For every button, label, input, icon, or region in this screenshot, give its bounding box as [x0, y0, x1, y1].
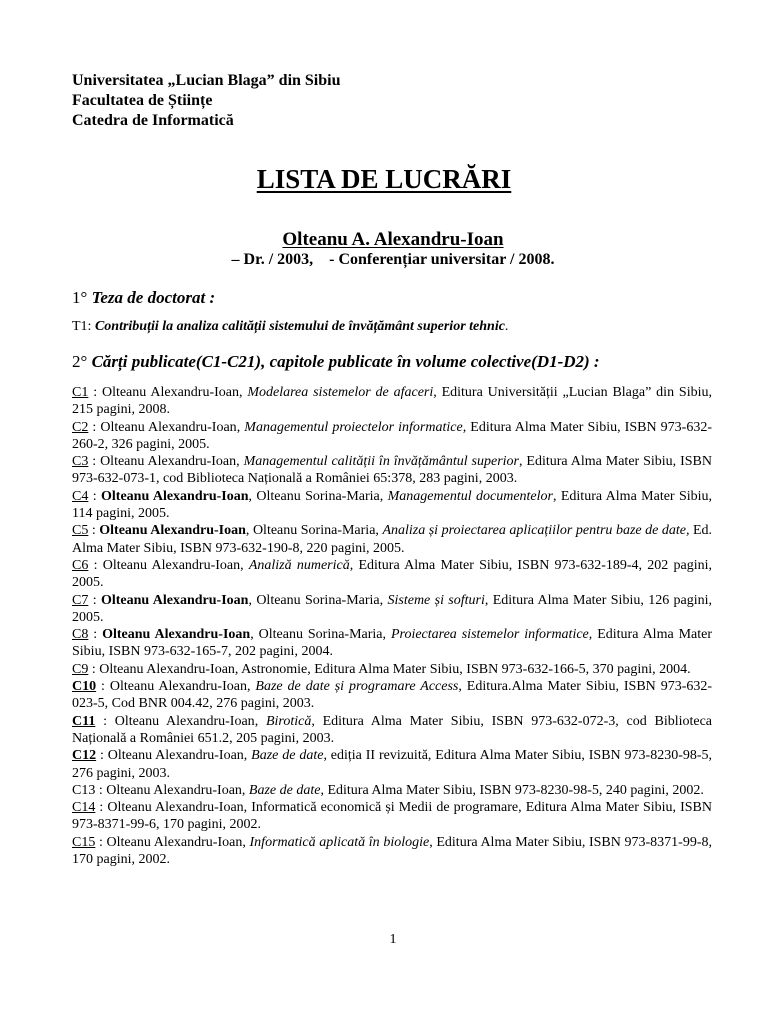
publication-entry: C12 : Olteanu Alexandru-Ioan, Baze de date, ediția II revizuită, Editura Alma Mater Sibiu, ISBN 973-8230-98-5, 276 pagini, 2003.: [72, 748, 713, 781]
entry-separator: :: [95, 834, 107, 850]
publication-details: , Editura.Alma Mater Sibiu, ISBN 973-632-023-5, Cod BNR 004.42, 276 pagini, 2003.: [72, 679, 713, 712]
publication-details: , ediția II revizuită, Editura Alma Mater Sibiu, ISBN 973-8230-98-5, 276 pagini, 2003.: [72, 748, 713, 781]
publication-code: C11: [72, 713, 96, 729]
entry-separator: :: [88, 488, 101, 504]
entry-separator: :: [88, 557, 103, 573]
entry-separator: :: [95, 782, 107, 798]
publication-entry: C3 : Olteanu Alexandru-Ioan, Managementul calității în învățământul superior, Editura Alma Mater Sibiu, ISBN 973-632-073-1, cod Biblioteca Națională a României 65:378, 283 pagini, 2003.: [72, 454, 712, 487]
publication-authors: Olteanu Alexandru-Ioan: [102, 627, 251, 643]
entry-separator: :: [96, 679, 110, 695]
entry-separator: :: [96, 748, 108, 764]
thesis-code: T1:: [72, 319, 92, 334]
section-1-heading: [72, 287, 215, 309]
publication-authors: Olteanu Alexandru-Ioan: [99, 523, 246, 539]
publication-details: , Editura Alma Mater Sibiu, ISBN 973-632-072-3, cod Biblioteca Națională a României 651.2, 205 pagini, 2003.: [72, 713, 713, 746]
publication-title: Sisteme și softuri: [387, 592, 485, 608]
publication-code: C1: [72, 385, 89, 400]
publication-authors: Olteanu Alexandru-Ioan: [101, 385, 239, 400]
publication-code: C8: [72, 627, 89, 643]
thesis-entry: [72, 318, 508, 336]
publication-title: Birotică: [265, 713, 312, 729]
publication-entry: C15 : Olteanu Alexandru-Ioan, Informatică aplicată în biologie, Editura Alma Mater Sibiu, ISBN 973-8371-99-8, 170 pagini, 2002.: [72, 834, 713, 868]
publication-details: , Editura Alma Mater Sibiu, 126 pagini, 2005.: [72, 592, 713, 625]
faculty-name: Facultatea de Științe: [72, 92, 213, 109]
publication-entry: C6 : Olteanu Alexandru-Ioan, Analiză numerică, Editura Alma Mater Sibiu, ISBN 973-632-189-4, 202 pagini, 2005.: [72, 557, 712, 591]
publication-code: C9: [72, 661, 89, 677]
publication-authors: Olteanu Alexandru-Ioan: [107, 748, 244, 764]
thesis-title: Contribuții la analiza calității sistemului de învățământ superior tehnic: [94, 319, 505, 334]
publication-code: C14: [72, 800, 96, 816]
publication-authors: Olteanu Alexandru-Ioan: [106, 782, 242, 798]
publication-authors: Olteanu Alexandru-Ioan: [107, 800, 244, 816]
publication-entry: C7 : Olteanu Alexandru-Ioan, Olteanu Sorina-Maria, Sisteme și softuri, Editura Alma Mater Sibiu, 126 pagini, 2005.: [72, 592, 713, 625]
entry-separator: :: [88, 627, 103, 643]
publication-authors: Olteanu Alexandru-Ioan: [109, 679, 247, 695]
entry-separator: :: [88, 592, 101, 608]
author-wrapper: [0, 228, 768, 252]
entry-separator: :: [88, 661, 100, 677]
publication-code: C5: [72, 523, 89, 539]
section-2-title: Cărți publicate(C1-C21), capitole publicate în volume colective(D1-D2) :: [91, 352, 600, 371]
publication-details: , Astronomie, Editura Alma Mater Sibiu, ISBN 973-632-166-5, 370 pagini, 2004.: [234, 661, 691, 677]
publication-entry: C13 : Olteanu Alexandru-Ioan, Baze de date, Editura Alma Mater Sibiu, ISBN 973-8230-98-5, 240 pagini, 2002.: [72, 782, 704, 798]
publication-title: Managementul documentelor: [387, 488, 553, 504]
publication-title: Managementul calității în învățământul superior: [243, 454, 519, 470]
entry-separator: :: [88, 419, 101, 435]
section-2-heading: [72, 351, 600, 373]
publication-details: , Editura Alma Mater Sibiu, ISBN 973-632-165-7, 202 pagini, 2004.: [72, 627, 713, 660]
department-name: Catedra de Informatică: [72, 112, 234, 129]
document-title: LISTA DE LUCRĂRI: [256, 164, 512, 194]
section-1-title: Teza de doctorat :: [91, 288, 216, 307]
publication-authors: Olteanu Alexandru-Ioan: [114, 713, 255, 729]
publication-details: , Editura Alma Mater Sibiu, ISBN 973-632-189-4, 202 pagini, 2005.: [72, 557, 712, 591]
publication-authors: Olteanu Alexandru-Ioan: [106, 834, 243, 850]
publication-coauthors: Olteanu Sorina-Maria: [258, 627, 383, 643]
publication-coauthors: Olteanu Sorina-Maria: [256, 488, 380, 504]
publication-code: C15: [72, 834, 96, 850]
entry-separator: :: [88, 385, 102, 400]
publication-title: Proiectarea sistemelor informatice: [390, 627, 589, 643]
publication-title: Baze de date: [248, 782, 321, 798]
publication-entry: C2 : Olteanu Alexandru-Ioan, Managementul proiectelor informatice, Editura Alma Mater Sibiu, ISBN 973-632-260-2, 326 pagini, 2005.: [72, 419, 712, 452]
publication-details: , Informatică economică și Medii de programare, Editura Alma Mater Sibiu, ISBN 973-8371-99-6, 170 pagini, 2002.: [72, 800, 712, 833]
publication-entry: [72, 661, 712, 678]
publication-title: Analiză numerică: [248, 557, 350, 573]
publication-authors: Olteanu Alexandru-Ioan: [100, 419, 237, 435]
publication-entry: C1 : Olteanu Alexandru-Ioan, Modelarea sistemelor de afaceri, Editura Universității „Lucian Blaga” din Sibiu, 215 pagini, 2008.: [72, 385, 712, 418]
page-number: 1: [389, 932, 397, 947]
publication-details: , Editura Alma Mater Sibiu, ISBN 973-632-073-1, cod Biblioteca Națională a României 65:378, 283 pagini, 2003.: [72, 454, 712, 487]
institution-header: [72, 71, 341, 131]
publication-entry: C11 : Olteanu Alexandru-Ioan, Birotică, Editura Alma Mater Sibiu, ISBN 973-632-072-3, cod Biblioteca Națională a României 651.2, 205 pagini, 2003.: [72, 713, 713, 746]
publication-code: C12: [72, 748, 97, 764]
publication-entry: C4 : Olteanu Alexandru-Ioan, Olteanu Sorina-Maria, Managementul documentelor, Editura Alma Mater Sibiu, 114 pagini, 2005.: [72, 488, 713, 522]
section-2-number: 2°: [72, 352, 88, 371]
document-title-wrapper: [0, 161, 768, 197]
publication-title: Baze de date: [251, 748, 324, 764]
publication-authors: Olteanu Alexandru-Ioan: [100, 454, 237, 470]
publication-title: Modelarea sistemelor de afaceri: [247, 385, 434, 400]
publication-entry: C10 : Olteanu Alexandru-Ioan, Baze de date și programare Access, Editura.Alma Mater Sibiu, ISBN 973-632-023-5, Cod BNR 004.42, 276 pagini, 2003.: [72, 679, 713, 712]
entry-separator: :: [95, 713, 115, 729]
author-name: Olteanu A. Alexandru-Ioan: [282, 229, 504, 250]
publication-authors: Olteanu Alexandru-Ioan: [102, 557, 241, 573]
publication-code: C2: [72, 419, 89, 435]
publication-authors: Olteanu Alexandru-Ioan: [101, 488, 249, 504]
publication-code: C6: [72, 557, 89, 573]
publication-coauthors: Olteanu Sorina-Maria: [252, 523, 376, 539]
publication-authors: Olteanu Alexandru-Ioan: [99, 661, 235, 677]
publication-coauthors: Olteanu Sorina-Maria: [256, 592, 380, 608]
publication-title: Baze de date și programare Access: [255, 679, 459, 695]
publication-details: , Editura Universității „Lucian Blaga” din Sibiu, 215 pagini, 2008.: [72, 385, 712, 418]
publication-entry: C5 : Olteanu Alexandru-Ioan, Olteanu Sorina-Maria, Analiza și proiectarea aplicațiilor pentru baze de date, Ed. Alma Mater Sibiu, ISBN 973-632-190-8, 220 pagini, 2005.: [72, 523, 713, 556]
publication-list: [72, 384, 712, 868]
entry-separator: :: [95, 800, 108, 816]
publication-details: , Editura Alma Mater Sibiu, 114 pagini, 2005.: [72, 488, 713, 522]
publication-code: C4: [72, 488, 89, 504]
entry-separator: :: [88, 523, 100, 539]
thesis-end: .: [504, 319, 509, 334]
section-1-number: 1°: [72, 288, 88, 307]
publication-code: C13: [72, 782, 96, 798]
university-name: Universitatea „Lucian Blaga” din Sibiu: [72, 72, 341, 89]
publication-code: C10: [72, 679, 97, 695]
career-line: – Dr. / 2003, - Conferențiar universitar / 2008.: [231, 251, 555, 268]
publication-code: C3: [72, 454, 89, 470]
publication-details: , Editura Alma Mater Sibiu, ISBN 973-8371-99-8, 170 pagini, 2002.: [72, 834, 713, 868]
publication-title: Informatică aplicată în biologie: [249, 834, 430, 850]
publication-code: C7: [72, 592, 89, 608]
entry-separator: :: [88, 454, 101, 470]
publication-details: , Editura Alma Mater Sibiu, ISBN 973-8230-98-5, 240 pagini, 2002.: [320, 782, 704, 798]
publication-details: Ed. Alma Mater Sibiu, ISBN 973-632-190-8, 220 pagini, 2005.: [72, 523, 713, 556]
publication-entry: C8 : Olteanu Alexandru-Ioan, Olteanu Sorina-Maria, Proiectarea sistemelor informatice, Editura Alma Mater Sibiu, ISBN 973-632-165-7, 202 pagini, 2004.: [72, 627, 713, 660]
publication-title: Managementul proiectelor informatice: [244, 419, 463, 435]
publication-title: Analiza și proiectarea aplicațiilor pentru baze de date,: [382, 523, 690, 539]
publication-entry: [72, 799, 712, 834]
publication-authors: Olteanu Alexandru-Ioan: [100, 592, 249, 608]
publication-details: , Editura Alma Mater Sibiu, ISBN 973-632-260-2, 326 pagini, 2005.: [72, 419, 712, 452]
